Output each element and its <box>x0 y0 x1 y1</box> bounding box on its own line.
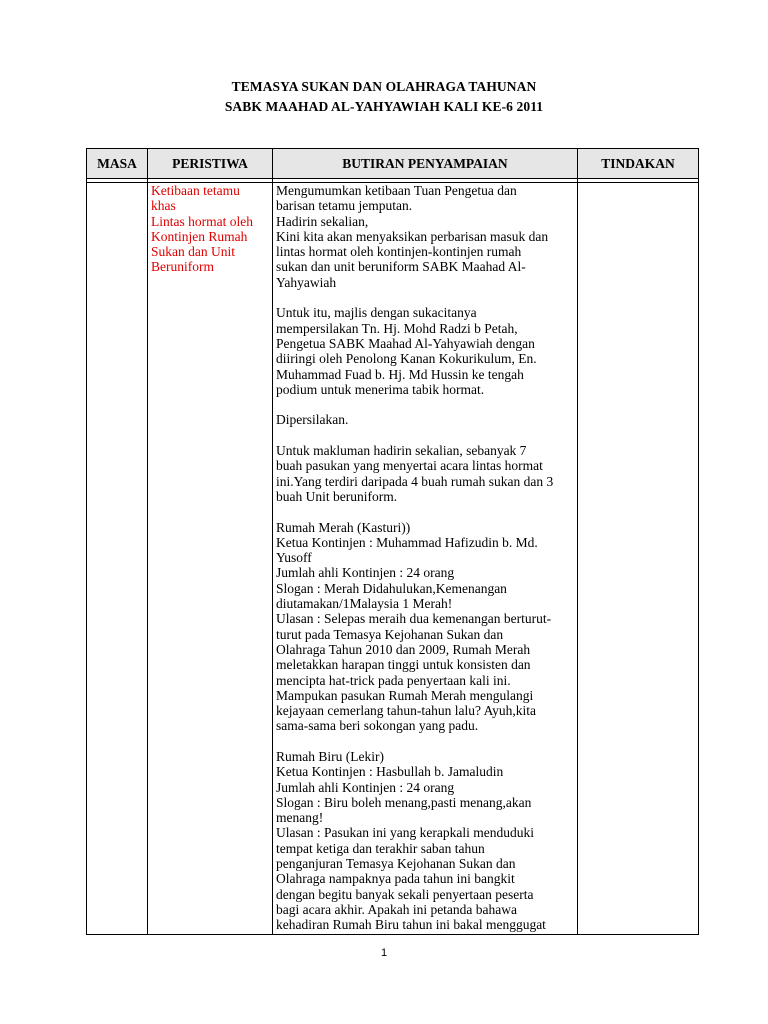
butiran-line: Kini kita akan menyaksikan perbarisan masuk dan <box>276 228 549 244</box>
butiran-line: barisan tetamu jemputan. <box>276 198 413 214</box>
table-header-row <box>87 149 699 179</box>
butiran-line: meletakkan harapan tinggi untuk konsisten dan <box>276 657 531 673</box>
peristiwa-line: Beruniform <box>151 259 214 275</box>
tindakan-cell <box>578 183 699 935</box>
butiran-line: Mampukan pasukan Rumah Merah mengulangi <box>276 687 534 703</box>
butiran-line: kejayaan cemerlang tahun-tahun lalu? Ayuh,kita <box>276 703 537 719</box>
butiran-line: Rumah Biru (Lekir) <box>276 748 384 764</box>
butiran-line: Hadirin sekalian, <box>276 213 369 229</box>
peristiwa-line: Kontinjen Rumah <box>151 228 248 244</box>
butiran-line <box>276 397 574 412</box>
butiran-line: Ketua Kontinjen : Muhammad Hafizudin b. Md. <box>276 534 538 550</box>
peristiwa-line: Lintas hormat oleh <box>151 213 253 229</box>
butiran-line: diutamakan/1Malaysia 1 Merah! <box>276 596 453 612</box>
butiran-line <box>276 504 574 519</box>
butiran-line: dengan begitu banyak sekali penyertaan peserta <box>276 886 534 902</box>
butiran-line: Untuk itu, majlis dengan sukacitanya <box>276 305 477 321</box>
butiran-line: Slogan : Merah Didahulukan,Kemenangan <box>276 580 507 596</box>
butiran-line: Jumlah ahli Kontinjen : 24 orang <box>276 565 455 581</box>
butiran-line: Olahraga Tahun 2010 dan 2009, Rumah Merah <box>276 641 531 657</box>
butiran-line: bagi acara akhir. Apakah ini petanda bahawa <box>276 901 518 917</box>
document-title-line1: TEMASYA SUKAN DAN OLAHRAGA TAHUNAN <box>231 79 537 94</box>
butiran-line: Mengumumkan ketibaan Tuan Pengetua dan <box>276 183 517 198</box>
butiran-line: Rumah Merah (Kasturi)) <box>276 519 411 535</box>
butiran-line: Ulasan : Pasukan ini yang kerapkali menduduki <box>276 825 534 841</box>
butiran-line: sukan dan unit beruniform SABK Maahad Al- <box>276 259 526 275</box>
butiran-line: Yusoff <box>276 550 312 566</box>
butiran-line: Muhammad Fuad b. Hj. Md Hussin ke tengah <box>276 366 524 382</box>
butiran-line: Untuk makluman hadirin sekalian, sebanyak 7 <box>276 443 527 459</box>
butiran-line: tempat ketiga dan terakhir saban tahun <box>276 840 485 856</box>
butiran-line: buah Unit beruniform. <box>276 488 398 504</box>
document-title-line2: SABK MAAHAD AL-YAHYAWIAH KALI KE-6 2011 <box>224 99 544 114</box>
butiran-line: Yahyawiah <box>276 274 337 290</box>
butiran-cell <box>273 183 578 935</box>
butiran-line: Ulasan : Selepas meraih dua kemenangan berturut- <box>276 611 552 627</box>
header-peristiwa: PERISTIWA <box>148 149 273 179</box>
peristiwa-cell <box>148 183 273 935</box>
butiran-line: kehadiran Rumah Biru tahun ini bakal menggugat <box>276 917 546 933</box>
table-row <box>87 183 699 935</box>
butiran-line: Pengetua SABK Maahad Al-Yahyawiah dengan <box>276 335 535 351</box>
butiran-line: Ketua Kontinjen : Hasbullah b. Jamaludin <box>276 764 504 780</box>
butiran-line <box>276 428 574 443</box>
butiran-line: podium untuk menerima tabik hormat. <box>276 381 485 397</box>
butiran-line: turut pada Temasya Kejohanan Sukan dan <box>276 626 504 642</box>
peristiwa-line: khas <box>151 198 176 214</box>
butiran-line: buah pasukan yang menyertai acara lintas hormat <box>276 458 543 474</box>
butiran-line: lintas hormat oleh kontinjen-kontinjen rumah <box>276 244 522 260</box>
butiran-line: mempersilakan Tn. Hj. Mohd Radzi b Petah, <box>276 320 518 336</box>
peristiwa-line: Ketibaan tetamu <box>151 183 240 198</box>
butiran-line: Slogan : Biru boleh menang,pasti menang,akan <box>276 794 532 810</box>
butiran-line: mencipta hat-trick pada penyertaan kali ini. <box>276 672 511 688</box>
butiran-line: penganjuran Temasya Kejohanan Sukan dan <box>276 856 516 872</box>
butiran-line: menang! <box>276 810 324 826</box>
page-number: 1 <box>380 947 388 959</box>
butiran-line: Jumlah ahli Kontinjen : 24 orang <box>276 779 455 795</box>
butiran-line: diiringi oleh Penolong Kanan Kokurikulum, En. <box>276 351 537 367</box>
header-butiran-penyampaian: BUTIRAN PENYAMPAIAN <box>273 149 578 179</box>
butiran-line <box>276 734 574 749</box>
butiran-line <box>276 290 574 305</box>
butiran-line: sama-sama beri sokongan yang padu. <box>276 718 479 734</box>
header-masa: MASA <box>87 149 148 179</box>
peristiwa-line: Sukan dan Unit <box>151 244 235 260</box>
butiran-line: Olahraga nampaknya pada tahun ini bangkit <box>276 871 515 887</box>
header-tindakan: TINDAKAN <box>578 149 699 179</box>
schedule-table <box>86 148 699 935</box>
butiran-line: ini.Yang terdiri daripada 4 buah rumah sukan dan 3 <box>276 473 554 489</box>
masa-cell <box>87 183 148 935</box>
butiran-line: Dipersilakan. <box>276 412 349 428</box>
